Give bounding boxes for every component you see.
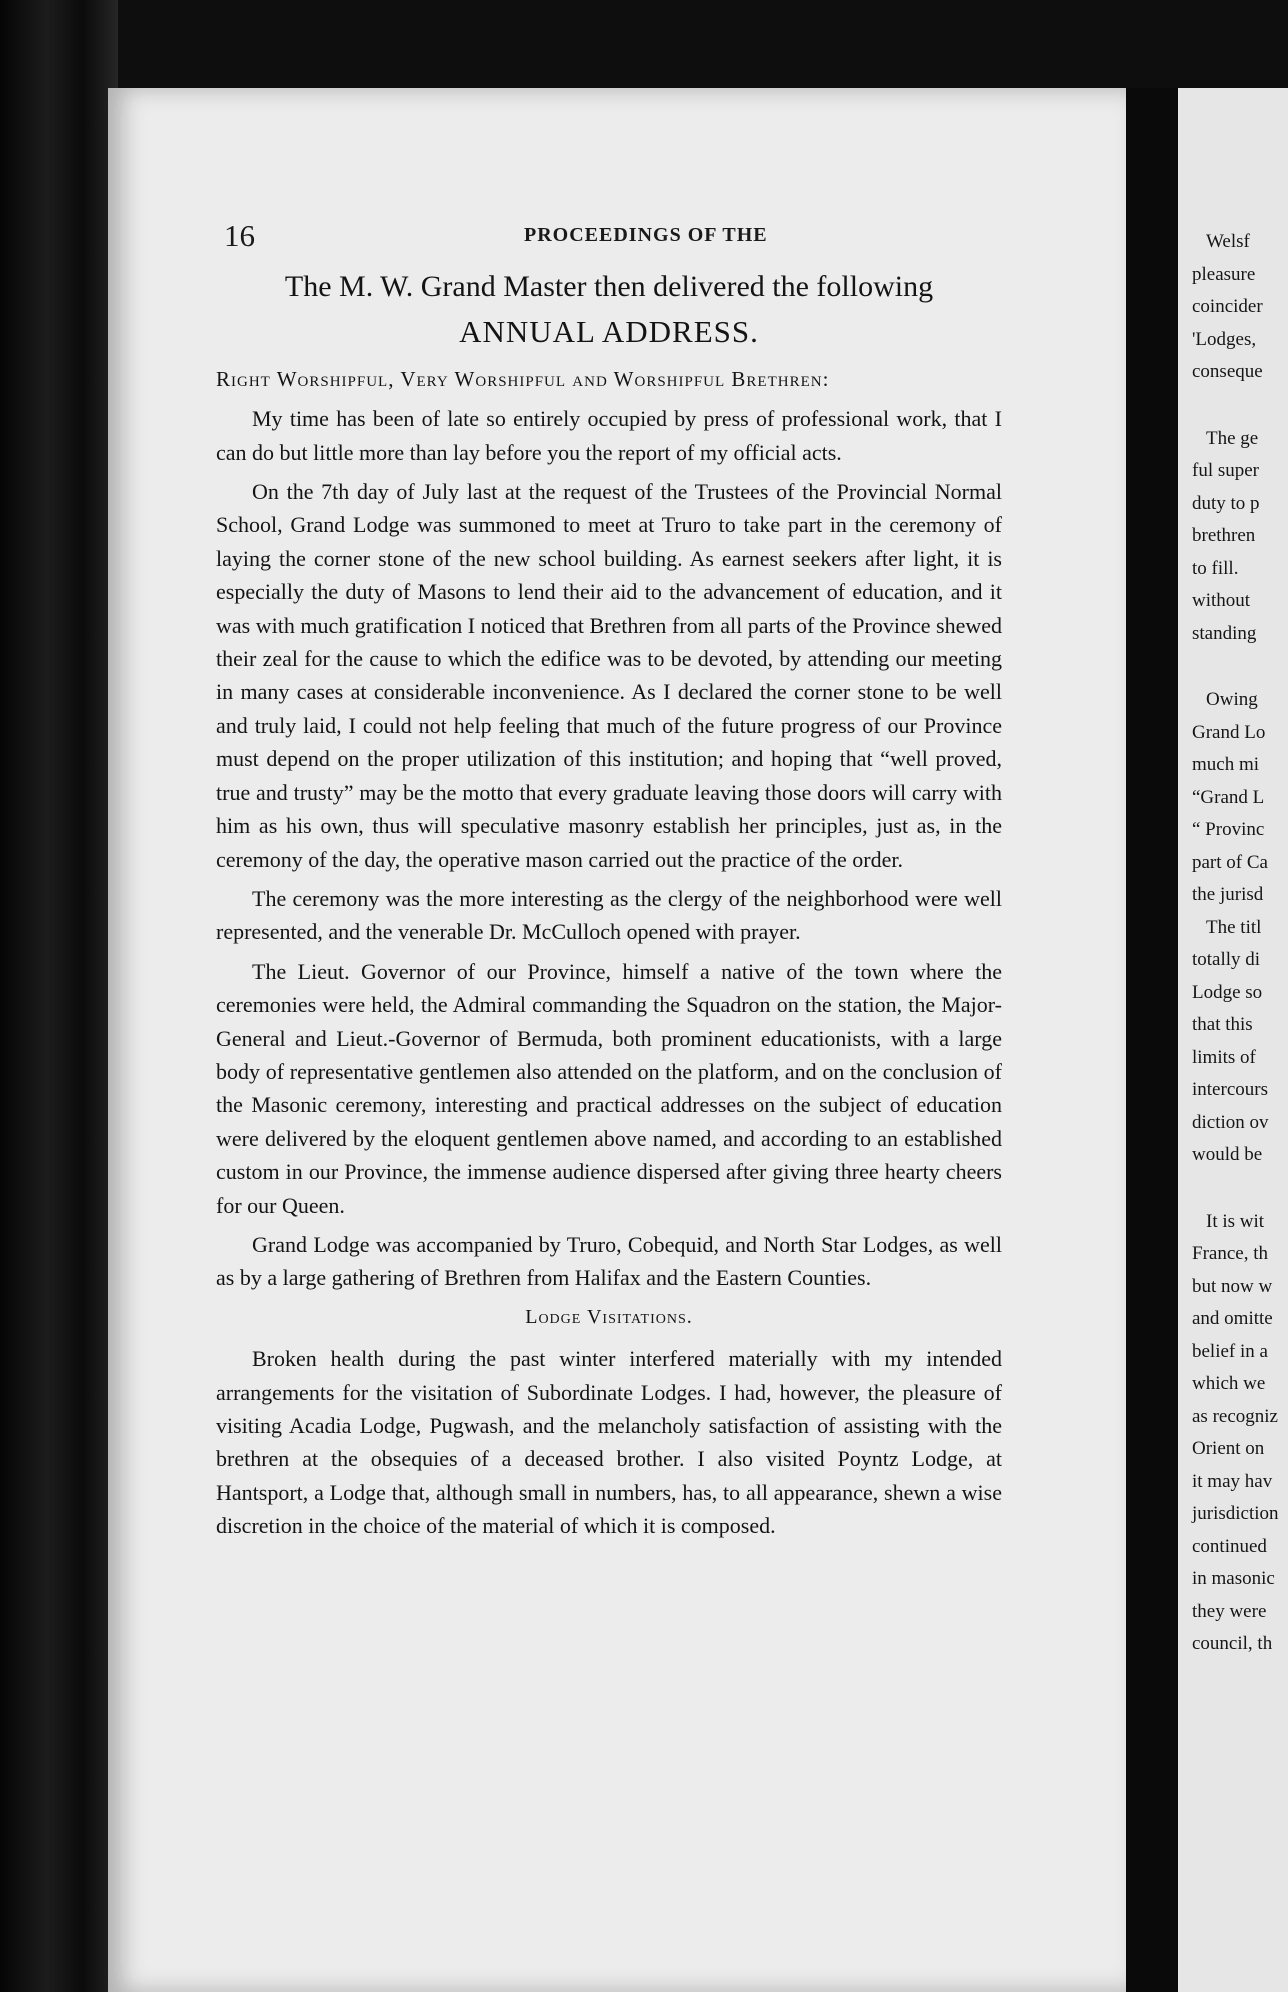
intro-line: The M. W. Grand Master then delivered the following bbox=[284, 270, 934, 303]
right-page-line: limits of bbox=[1192, 1046, 1256, 1068]
right-page-line: they were bbox=[1192, 1600, 1267, 1622]
right-page-line: intercours bbox=[1192, 1079, 1268, 1100]
right-page-line: belief in a bbox=[1192, 1340, 1268, 1362]
section-title: Lodge Visitations. bbox=[525, 1305, 693, 1328]
page-body bbox=[216, 270, 1002, 1549]
paragraph-group-a bbox=[216, 402, 1002, 1295]
book-binding bbox=[0, 0, 118, 1992]
right-page-gap bbox=[1178, 650, 1288, 684]
paragraph: My time has been of late so entirely occupied by press of professional work, that I can do but little more than lay before you the report of my official acts. bbox=[216, 406, 1002, 465]
right-page-line: diction ov bbox=[1192, 1111, 1269, 1133]
right-page-line: and omitte bbox=[1192, 1308, 1273, 1329]
paragraph: The Lieut. Governor of our Province, himself a native of the town where the ceremonies were held, the Admiral commanding the Squadron on the station, the Major-General and Lieut.-Governor of Bermuda, both prominent educationists, with a large body of representative gentlemen also attended on the platform, and on the conclusion of the Masonic ceremony, interesting and practical addresses on the subject of education were delivered by the eloquent gentlemen above named, and according to an established custom in our Province, the immense audience dispersed after giving three hearty cheers for our Queen. bbox=[216, 958, 1002, 1218]
right-page-line: 'Lodges, bbox=[1192, 328, 1257, 350]
right-page-lines bbox=[1178, 226, 1288, 1661]
right-page-line: Owing bbox=[1206, 689, 1258, 710]
page-header bbox=[224, 218, 1066, 258]
salutation: Right Worshipful, Very Worshipful and Worshipful Brethren: bbox=[216, 366, 830, 391]
right-page-line: continued bbox=[1192, 1535, 1267, 1557]
right-page-line: The ge bbox=[1206, 427, 1259, 449]
right-page-line: council, th bbox=[1192, 1633, 1273, 1654]
right-page-line: as recogniz bbox=[1192, 1405, 1278, 1427]
right-page-line: much mi bbox=[1192, 754, 1260, 775]
page-number: 16 bbox=[224, 218, 255, 253]
right-page-gap bbox=[1178, 1172, 1288, 1206]
right-page-line: that this bbox=[1192, 1014, 1253, 1035]
running-head: PROCEEDINGS OF THE bbox=[524, 224, 768, 246]
right-page-line: would be bbox=[1192, 1144, 1263, 1165]
right-page-line: which we bbox=[1192, 1373, 1266, 1394]
paragraph-group-b bbox=[216, 1342, 1002, 1542]
paragraph: Broken health during the past winter interfered materially with my intended arrangements for the visitation of Subordinate Lodges. I had, however, the pleasure of visiting Acadia Lodge, Pugwash, and the melancholy satisfaction of assisting with the brethren at the obsequies of a deceased brother. I also visited Poyntz Lodge, at Hantsport, a Lodge that, although small in numbers, has, to all appearance, shewn a wise discretion in the choice of the material of which it is composed. bbox=[216, 1346, 1002, 1539]
right-page-line: It is wit bbox=[1206, 1210, 1265, 1232]
right-page-line: pleasure bbox=[1192, 263, 1256, 285]
right-page-line: Grand Lo bbox=[1192, 721, 1266, 743]
right-page-line: without bbox=[1192, 590, 1251, 611]
right-page-gap bbox=[1178, 389, 1288, 423]
right-page-line: France, th bbox=[1192, 1243, 1268, 1264]
paragraph: On the 7th day of July last at the request of the Trustees of the Provincial Normal School, Grand Lodge was summoned to meet at Truro to take part in the ceremony of laying the corner stone of the new school building. As earnest seekers after light, it is especially the duty of Masons to lend their aid to the advancement of education, and it was with much gratification I noticed that Brethren from all parts of the Province shewed their zeal for the cause to which the edifice was to be devoted, by attending our meeting in many cases at considerable inconvenience. As I declared the corner stone to be well and truly laid, I could not help feeling that much of the future progress of our Province must depend on the proper utilization of this institution; and hoping that “well proved, true and trusty” may be the motto that every graduate leaving those doors will carry with him as his own, thus will speculative masonry establish her principles, just as, in the ceremony of the day, the operative mason carried out the practice of the order. bbox=[216, 479, 1002, 872]
right-page-line: part of Ca bbox=[1192, 851, 1268, 873]
address-title: ANNUAL ADDRESS. bbox=[459, 314, 759, 350]
right-page-line: “ Provinc bbox=[1192, 819, 1265, 840]
left-page bbox=[108, 88, 1126, 1992]
right-page-line: to fill. bbox=[1192, 557, 1239, 579]
paragraph: Grand Lodge was accompanied by Truro, Cobequid, and North Star Lodges, as well as by a large gathering of Brethren from Halifax and the Eastern Counties. bbox=[216, 1231, 1002, 1291]
right-page-line: “Grand L bbox=[1192, 786, 1265, 808]
right-page-line: duty to p bbox=[1192, 492, 1260, 514]
right-page-line: ful super bbox=[1192, 460, 1260, 481]
right-page-line: conseque bbox=[1192, 361, 1263, 382]
right-page-fragment bbox=[1178, 88, 1288, 1992]
paragraph: The ceremony was the more interesting as the clergy of the neighborhood were well represented, and the venerable Dr. McCulloch opened with prayer. bbox=[216, 885, 1002, 945]
right-page-line: brethren bbox=[1192, 525, 1256, 546]
right-page-line: coincider bbox=[1192, 296, 1263, 317]
right-page-line: totally di bbox=[1192, 949, 1261, 970]
right-page-line: Orient on bbox=[1192, 1438, 1265, 1459]
right-page-line: Welsf bbox=[1206, 231, 1250, 252]
right-page-line: standing bbox=[1192, 622, 1257, 644]
right-page-line: The titl bbox=[1206, 916, 1262, 938]
right-page-line: Lodge so bbox=[1192, 981, 1263, 1003]
right-page-line: the jurisd bbox=[1192, 884, 1264, 905]
right-page-line: it may hav bbox=[1192, 1470, 1273, 1492]
right-page-line: but now w bbox=[1192, 1275, 1273, 1297]
page-gutter bbox=[1126, 88, 1178, 1992]
right-page-line: jurisdiction bbox=[1192, 1503, 1279, 1524]
right-page-line: in masonic bbox=[1192, 1568, 1275, 1589]
